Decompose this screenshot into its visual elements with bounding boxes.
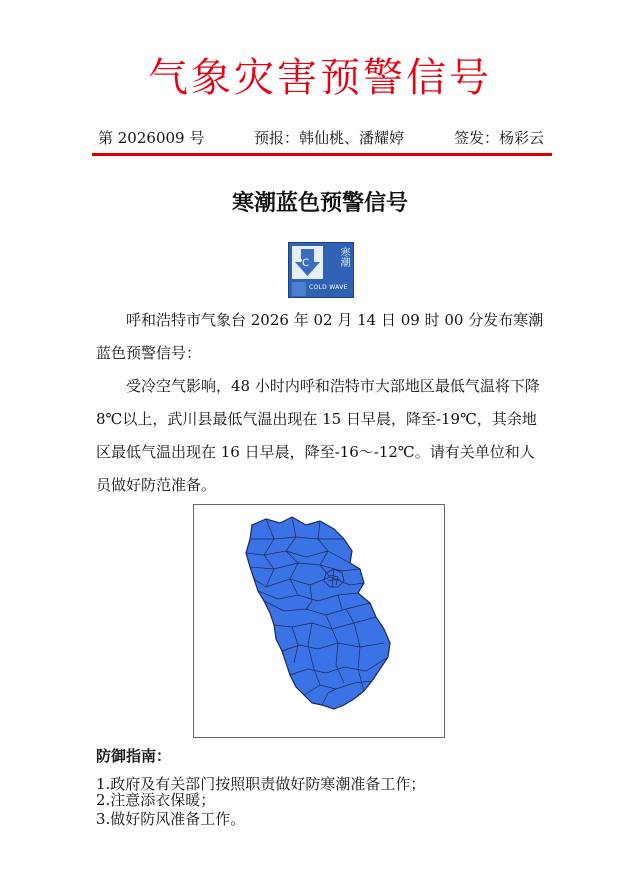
issue-paragraph: 呼和浩特市气象台 2026 年 02 月 14 日 09 时 00 分发布寒潮蓝色预警信号：: [96, 311, 544, 362]
impact-paragraph: 受冷空气影响，48 小时内呼和浩特市大部地区最低气温将下降 8℃以上，武川县最低气温出现在 15 日早晨，降至-19℃，其余地区最低气温出现在 16 日早晨，降至-16～-12℃。请有关单位和人员做好防范准备。: [96, 377, 540, 494]
warning-heading: 寒潮蓝色预警信号: [231, 190, 408, 216]
cold-wave-blue-badge-icon: [288, 242, 354, 298]
badge-emblem-icon: [292, 282, 306, 296]
guidance-title: 防御指南：: [96, 747, 172, 765]
badge-chinese-label: 寒潮: [338, 247, 349, 267]
issue-meta: [92, 127, 552, 149]
hohhot-district-map: [194, 505, 444, 737]
guidance-item: 3.做好防风准备工作。: [96, 810, 246, 828]
region-map: [193, 504, 445, 738]
serial-number: 第 2026009 号: [98, 129, 205, 147]
celsius-symbol: ℃: [298, 258, 310, 269]
forecaster-names: 预报：韩仙桃、潘耀婷: [254, 129, 405, 147]
badge-english-label: COLD WAVE: [309, 284, 348, 291]
issuer-name: 签发：杨彩云: [454, 129, 545, 147]
thermometer-panel: [292, 246, 323, 279]
header-divider: [92, 153, 552, 156]
page-title: 气象灾害预警信号: [148, 55, 492, 101]
guidance-item: 1.政府及有关部门按照职责做好防寒潮准备工作；: [96, 775, 426, 793]
guidance-item: 2.注意添衣保暖；: [96, 791, 216, 809]
